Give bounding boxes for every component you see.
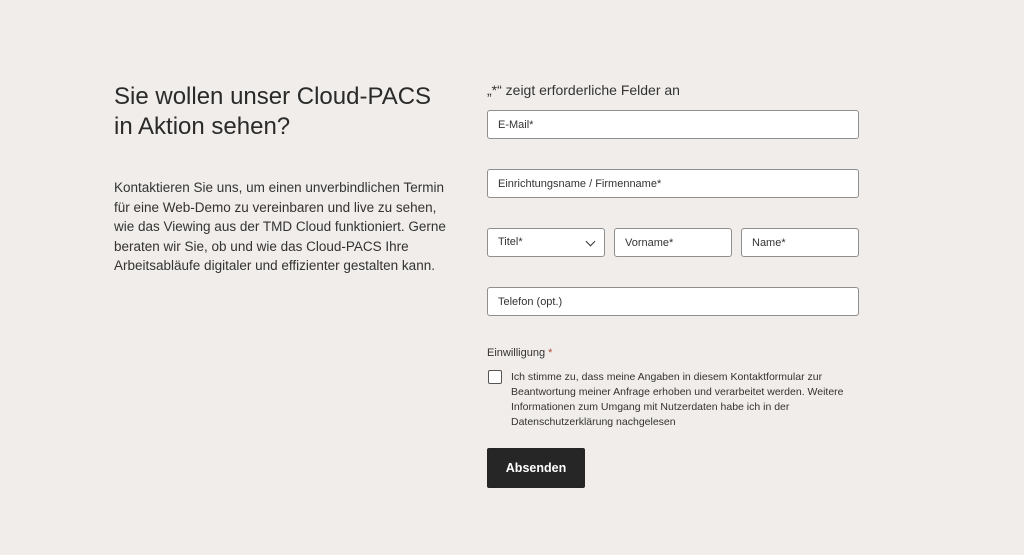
email-field[interactable] <box>487 110 859 139</box>
organization-field[interactable] <box>487 169 859 198</box>
required-fields-note: „*“ zeigt erforderliche Felder an <box>487 82 680 98</box>
intro-section <box>114 82 454 276</box>
name-row <box>487 228 859 257</box>
page-title: Sie wollen unser Cloud-PACS in Aktion sehen? <box>114 83 432 140</box>
intro-text: Kontaktieren Sie uns, um einen unverbindlichen Termin für eine Web-Demo zu vereinbaren und live zu sehen, wie das Viewing aus der TMD Cloud funktioniert. Gerne beraten wir Sie, ob und wie das Cloud-PACS Ihre Arbeitsabläufe digitaler und effizienter gestalten kann. <box>114 180 446 273</box>
submit-button[interactable]: Absenden <box>487 448 585 488</box>
consent-checkbox[interactable] <box>488 370 502 384</box>
chevron-down-icon <box>586 237 596 247</box>
firstname-field[interactable] <box>614 228 732 257</box>
title-select[interactable] <box>487 228 605 257</box>
contact-form <box>487 80 859 475</box>
consent-heading <box>487 346 552 361</box>
lastname-field[interactable] <box>741 228 859 257</box>
phone-field[interactable] <box>487 287 859 316</box>
consent-text: Ich stimme zu, dass meine Angaben in diesem Kontaktformular zur Beantwortung meiner Anfrage erhoben und verarbeitet werden. Weitere Informationen zum Umgang mit Nutzerdaten habe ich in der Datenschutzerklärung nachgelesen <box>511 371 844 428</box>
required-marker: * <box>548 347 553 359</box>
title-select-value: Titel* <box>498 236 523 248</box>
consent-label: Einwilligung <box>487 347 546 359</box>
